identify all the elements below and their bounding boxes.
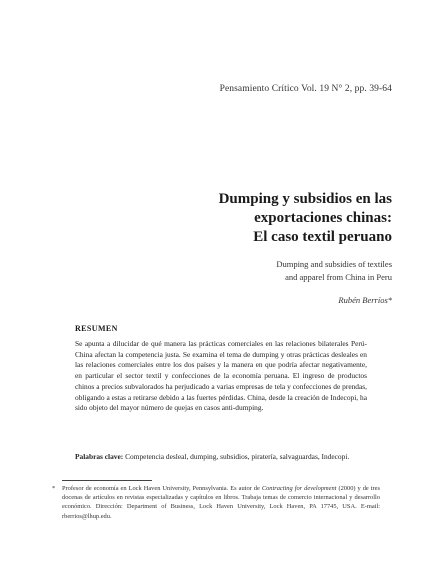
footnote-book-title: Contracting for development	[261, 485, 337, 492]
footnote-mark: *	[52, 485, 56, 492]
keywords-label: Palabras clave:	[75, 452, 124, 461]
title-line: El caso textil peruano	[253, 229, 392, 245]
subtitle-line: and apparel from China in Peru	[285, 272, 392, 282]
title-line: exportaciones chinas:	[254, 210, 392, 226]
title-line: Dumping y subsidios en las	[218, 191, 392, 207]
article-title	[132, 190, 392, 247]
keywords	[75, 452, 367, 463]
english-title	[162, 258, 392, 284]
footnote-text-after: (2000) y de tres docenas de artículos en revistas especializadas y capítulos en libros. Trabaja temas de comercio internacional y desarrollo económico. Dirección: Department of Business, Lock Haven University, Lock Haven, PA 17745, USA. E-mail: rberrios@lhup.edu.	[62, 485, 380, 520]
abstract-text: Se apunta a dilucidar de qué manera las prácticas comerciales en las relaciones bilaterales Perú-China afectan la competencia justa. Se examina el tema de dumping y otras prácticas desleales en las relaciones comerciales entre los dos países y la manera en que podría afectar negativamente, en particular el sector textil y confecciones de la economía peruana. El ingreso de productos chinos a precios subvalorados ha perjudicado a varias empresas de tela y confecciones de prendas, obligando a estas a retirarse debido a las fuertes pérdidas. China, desde la creación de Indecopi, ha sido objeto del mayor número de quejas en casos anti-dumping.	[75, 339, 367, 413]
author-name: Rubén Berríos*	[338, 295, 392, 305]
abstract-heading: RESUMEN	[75, 324, 118, 333]
journal-citation: Pensamiento Crítico Vol. 19 N° 2, pp. 39-64	[219, 84, 392, 94]
author-footnote	[52, 484, 380, 521]
keywords-list: Competencia desleal, dumping, subsidios, piratería, salvaguardas, Indecopi.	[125, 452, 350, 461]
subtitle-line: Dumping and subsidies of textiles	[276, 259, 392, 269]
footnote-text-before: Profesor de economía en Lock Haven University, Pennsylvania. Es autor de	[62, 485, 262, 492]
footnote-divider	[62, 480, 152, 481]
